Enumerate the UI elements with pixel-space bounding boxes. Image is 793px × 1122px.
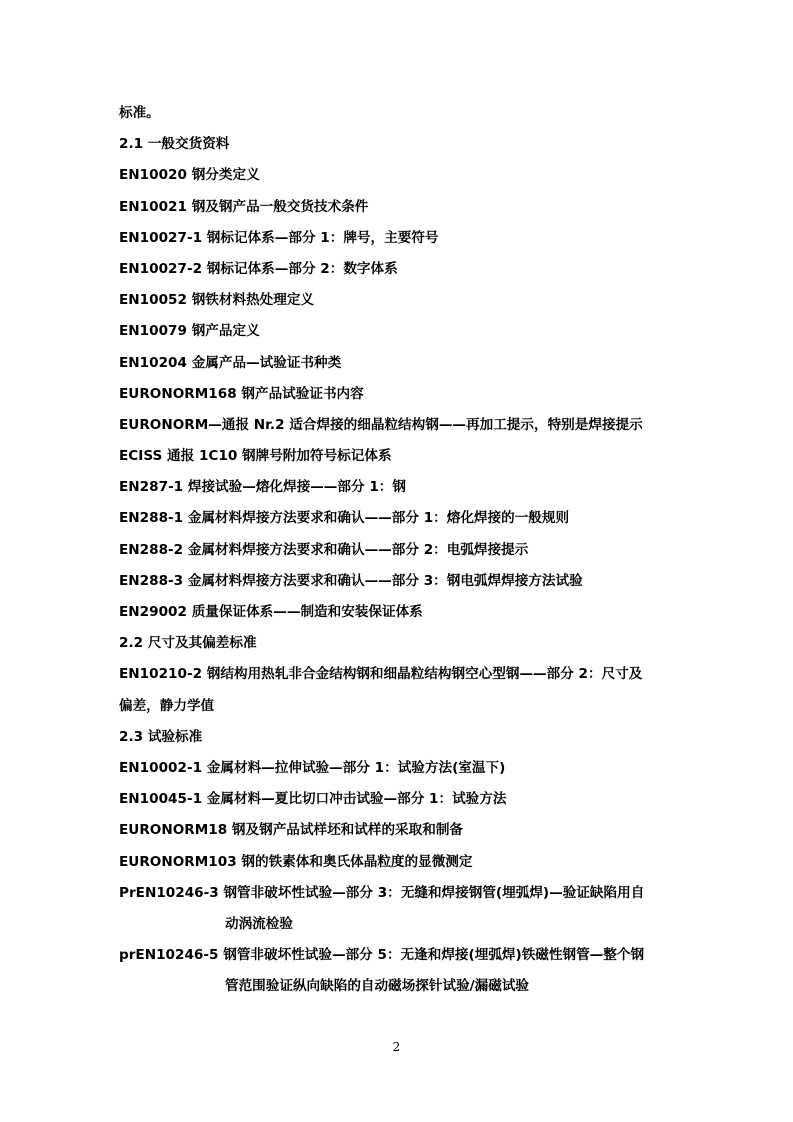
- standard-entry: EN10052 钢铁材料热处理定义: [119, 292, 315, 309]
- standard-entry: EN287-1 焊接试验—熔化焊接——部分 1：钢: [119, 479, 406, 496]
- standard-entry: ECISS 通报 1C10 钢牌号附加符号标记体系: [119, 448, 392, 465]
- section-heading: 2.3 试验标准: [119, 728, 203, 745]
- standard-entry: EN10020 钢分类定义: [119, 167, 260, 184]
- standard-entry: EN10027-2 钢标记体系—部分 2：数字体系: [119, 260, 398, 277]
- standard-entry: EN288-1 金属材料焊接方法要求和确认——部分 1：熔化焊接的一般规则: [119, 510, 570, 527]
- text-line: 标准。: [119, 105, 160, 121]
- section-heading: 2.2 尺寸及其偏差标准: [119, 635, 257, 652]
- standard-entry: PrEN10246-3 钢管非破坏性试验—部分 3：无缝和焊接钢管(埋弧焊)—验证缺陷用自: [119, 884, 645, 901]
- standard-entry: EURONORM—通报 Nr.2 适合焊接的细晶粒结构钢——再加工提示，特别是焊接提示: [119, 416, 643, 433]
- standard-entry-continuation: 动涡流检验: [225, 915, 293, 932]
- standard-entry: EN10210-2 钢结构用热轧非合金结构钢和细晶粒结构钢空心型钢——部分 2：尺寸及: [119, 666, 643, 683]
- standard-entry: prEN10246-5 钢管非破坏性试验—部分 5：无逢和焊接(埋弧焊)铁磁性钢管—整个钢: [119, 947, 645, 964]
- standard-entry: EN10027-1 钢标记体系—部分 1：牌号，主要符号: [119, 229, 439, 246]
- standard-entry: EN288-2 金属材料焊接方法要求和确认——部分 2：电弧焊接提示: [119, 541, 529, 558]
- standard-entry: EURONORM168 钢产品试验证书内容: [119, 385, 364, 402]
- standard-entry: EN10045-1 金属材料—夏比切口冲击试验—部分 1：试验方法: [119, 791, 507, 808]
- section-heading: 2.1 一般交货资料: [119, 136, 230, 153]
- standard-entry: EURONORM103 钢的铁素体和奥氏体晶粒度的显微测定: [119, 853, 473, 870]
- text-body: [119, 98, 729, 1002]
- standard-entry: EN29002 质量保证体系——制造和安装保证体系: [119, 604, 423, 620]
- standard-entry: EN10079 钢产品定义: [119, 323, 260, 340]
- standard-entry: EN10204 金属产品—试验证书种类: [119, 354, 342, 371]
- standard-entry: EN10021 钢及钢产品一般交货技术条件: [119, 198, 369, 215]
- standard-entry: EURONORM18 钢及钢产品试样坯和试样的采取和制备: [119, 822, 464, 839]
- standard-entry-continuation: 管范围验证纵向缺陷的自动磁场探针试验/漏磁试验: [225, 978, 530, 995]
- standard-entry: EN10002-1 金属材料—拉伸试验—部分 1：试验方法(室温下): [119, 759, 506, 776]
- page-number: 2: [392, 1040, 401, 1054]
- standard-entry: EN288-3 金属材料焊接方法要求和确认——部分 3：钢电弧焊焊接方法试验: [119, 572, 583, 589]
- standard-entry-continuation: 偏差，静力学值: [119, 697, 215, 714]
